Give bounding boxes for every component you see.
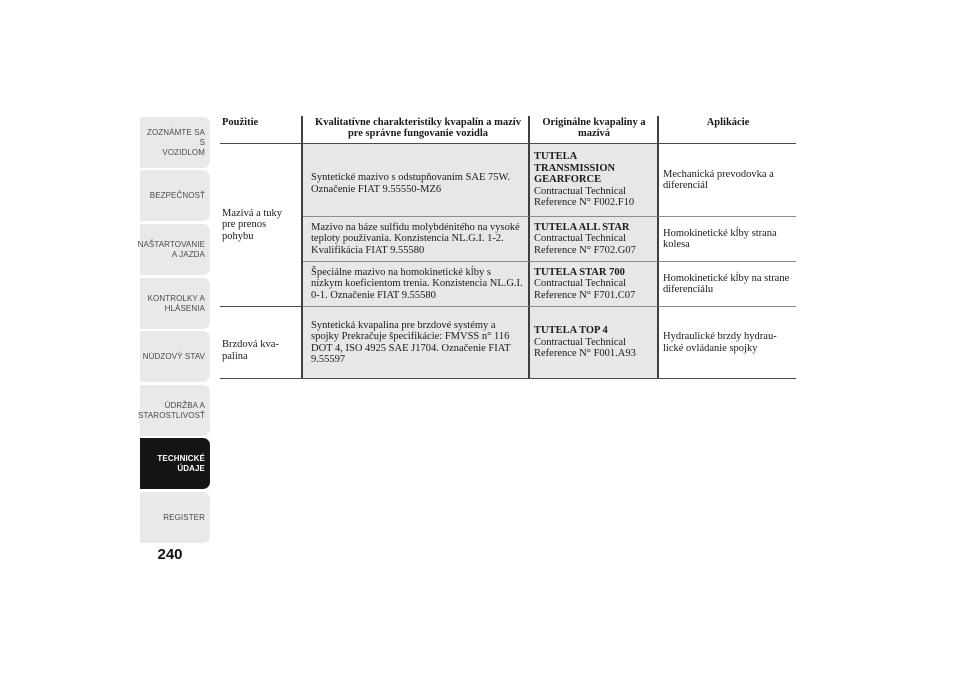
application-cell: Mechanická prevodovka a diferenciál (659, 144, 796, 217)
fluids-lubricants-table (220, 116, 796, 379)
header-spec: Kvalitatívne charakteristiky kvapalín a mazív pre správne fungovanie vozidla (303, 116, 530, 144)
tab-nastartovanie-a-jazda[interactable]: NAŠTARTOVANIE A JAZDA (140, 224, 210, 275)
original-product-cell (530, 307, 659, 379)
tab-bezpecnost[interactable]: BEZPEČNOSŤ (140, 170, 210, 221)
original-product-cell (530, 262, 659, 307)
table-row (220, 144, 796, 217)
application-cell: Homokinetické kĺby strana kolesa (659, 217, 796, 262)
product-reference-number: Reference N° F002.F10 (534, 197, 635, 209)
header-original: Originálne kvapaliny a mazivá (530, 116, 659, 144)
spec-cell: Syntetická kvapalina pre brzdové systémy a spojky Prekračuje špecifikácie: FMVSS n° 116 DOT 4, ISO 4925 SAE J1704. Označenie FIAT 9.55597 (303, 307, 530, 379)
original-product-cell (530, 144, 659, 217)
spec-cell: Špeciálne mazivo na homokinetické kĺby s nízkym koeficientom trenia. Konzistencia NL.G.I. 0-1. Označenie FIAT 9.55580 (303, 262, 530, 307)
tab-udrzba-a-starostlivost[interactable]: ÚDRŽBA A STAROSTLIVOSŤ (140, 385, 210, 436)
tab-technicke-udaje[interactable]: TECHNICKÉ ÚDAJE (140, 438, 210, 489)
product-name: TUTELA ALL STAR (534, 221, 630, 233)
application-cell: Homokinetické kĺby na strane diferenciálu (659, 262, 796, 307)
product-reference: Contractual Technical (534, 278, 627, 290)
tab-nudzovy-stav[interactable]: NÚDZOVÝ STAV (140, 331, 210, 382)
table-row (220, 262, 796, 307)
header-application: Aplikácie (659, 116, 796, 144)
original-product-cell (530, 217, 659, 262)
header-use: Použitie (220, 116, 303, 144)
product-name: TUTELA TRANSMISSION GEARFORCE (534, 151, 616, 186)
table-row (220, 307, 796, 379)
table-row (220, 217, 796, 262)
application-cell: Hydraulické brzdy hydrau-lické ovládanie spojky (659, 307, 796, 379)
product-reference: Contractual Technical (534, 336, 627, 348)
product-reference: Contractual Technical (534, 185, 627, 197)
table-header-row (220, 116, 796, 144)
tab-zoznamte-sa-s-vozidlom[interactable]: ZOZNÁMTE SA S VOZIDLOM (140, 117, 210, 168)
spec-cell: Mazivo na báze sulfidu molybdénitého na vysoké teploty používania. Konzistencia NL.G.I. 1-2. Kvalifikácia FIAT 9.55580 (303, 217, 530, 262)
tab-kontrolky-a-hlasenia[interactable]: KONTROLKY A HLÁSENIA (140, 278, 210, 329)
product-reference: Contractual Technical (534, 233, 627, 245)
product-reference-number: Reference N° F701.C07 (534, 289, 636, 301)
group-brake-fluid: Brzdová kva-palina (220, 307, 303, 379)
product-reference-number: Reference N° F001.A93 (534, 348, 636, 360)
group-lubricants: Mazivá a tuky pre prenos pohybu (220, 144, 303, 307)
page-number: 240 (157, 546, 183, 563)
product-reference-number: Reference N° F702.G07 (534, 244, 636, 256)
spec-cell: Syntetické mazivo s odstupňovaním SAE 75W. Označenie FIAT 9.55550-MZ6 (303, 144, 530, 217)
tab-register[interactable]: REGISTER (140, 492, 210, 543)
product-name: TUTELA TOP 4 (534, 325, 608, 337)
product-name: TUTELA STAR 700 (534, 266, 625, 278)
